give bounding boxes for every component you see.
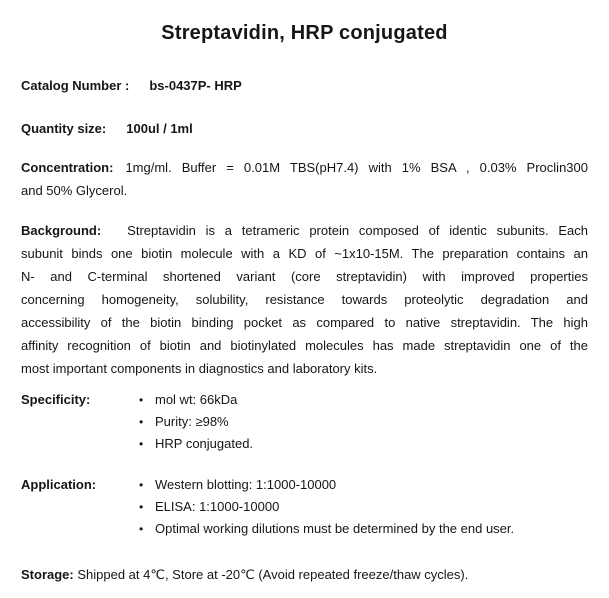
- quantity-size-label: Quantity size:: [21, 121, 107, 136]
- background-label: Background:: [21, 223, 102, 238]
- catalog-number-row: [21, 78, 588, 94]
- specificity-item-text: HRP conjugated.: [155, 436, 254, 451]
- background-line: [21, 288, 588, 311]
- background-text: most important components in diagnostics and laboratory kits.: [21, 361, 378, 376]
- background-text: affinity recognition of biotin and biotinylated molecules has made streptavidin one of the: [21, 338, 588, 353]
- background-line: [21, 219, 588, 242]
- concentration-line: [21, 179, 588, 202]
- specificity-item-text: Purity: ≥98%: [155, 414, 229, 429]
- specificity-item-text: mol wt: 66kDa: [155, 392, 238, 407]
- catalog-number-value: bs-0437P- HRP: [149, 78, 242, 93]
- catalog-number-label: Catalog Number :: [21, 78, 130, 93]
- application-label: Application:: [21, 477, 97, 492]
- application-row: [21, 474, 588, 540]
- storage-text: Shipped at 4℃, Store at -20℃ (Avoid repeated freeze/thaw cycles).: [77, 567, 469, 582]
- storage-label: Storage:: [21, 567, 74, 582]
- bullet-icon: •: [139, 437, 144, 451]
- concentration-label: Concentration:: [21, 160, 114, 175]
- background-line: [21, 242, 588, 265]
- list-item: [139, 518, 588, 540]
- list-item: [139, 433, 588, 455]
- background-text: Streptavidin is a tetrameric protein composed of identic subunits. Each: [127, 223, 588, 238]
- background-line: [21, 357, 588, 380]
- concentration-text: and 50% Glycerol.: [21, 183, 128, 198]
- bullet-icon: •: [139, 500, 144, 514]
- bullet-icon: •: [139, 478, 144, 492]
- background-line: [21, 265, 588, 288]
- concentration-paragraph: [21, 156, 588, 202]
- application-list: [139, 474, 588, 540]
- background-line: [21, 311, 588, 334]
- specificity-list: [139, 389, 588, 455]
- bullet-icon: •: [139, 393, 144, 407]
- concentration-text: 1mg/ml. Buffer = 0.01M TBS(pH7.4) with 1% BSA , 0.03% Proclin300: [125, 160, 588, 175]
- background-text: accessibility of the biotin binding pocket as compared to native streptavidin. The high: [21, 315, 588, 330]
- background-text: concerning homogeneity, solubility, resistance towards proteolytic degradation and: [21, 292, 588, 307]
- storage-paragraph: [21, 566, 588, 584]
- application-item-text: ELISA: 1:1000-10000: [155, 499, 280, 514]
- background-text: N- and C-terminal shortened variant (core streptavidin) with improved properties: [21, 269, 588, 284]
- list-item: [139, 474, 588, 496]
- quantity-size-value: 100ul / 1ml: [126, 121, 193, 136]
- bullet-icon: •: [139, 522, 144, 536]
- application-item-text: Western blotting: 1:1000-10000: [155, 477, 337, 492]
- background-text: subunit binds one biotin molecule with a KD of ~1x10-15M. The preparation contains an: [21, 246, 588, 261]
- background-line: [21, 334, 588, 357]
- concentration-line: [21, 156, 588, 179]
- list-item: [139, 389, 588, 411]
- list-item: [139, 411, 588, 433]
- bullet-icon: •: [139, 415, 144, 429]
- background-paragraph: [21, 219, 588, 380]
- quantity-size-row: [21, 121, 588, 137]
- specificity-label: Specificity:: [21, 392, 91, 407]
- document-title: Streptavidin, HRP conjugated: [161, 22, 448, 44]
- specificity-row: [21, 389, 588, 455]
- list-item: [139, 496, 588, 518]
- application-item-text: Optimal working dilutions must be determined by the end user.: [155, 521, 515, 536]
